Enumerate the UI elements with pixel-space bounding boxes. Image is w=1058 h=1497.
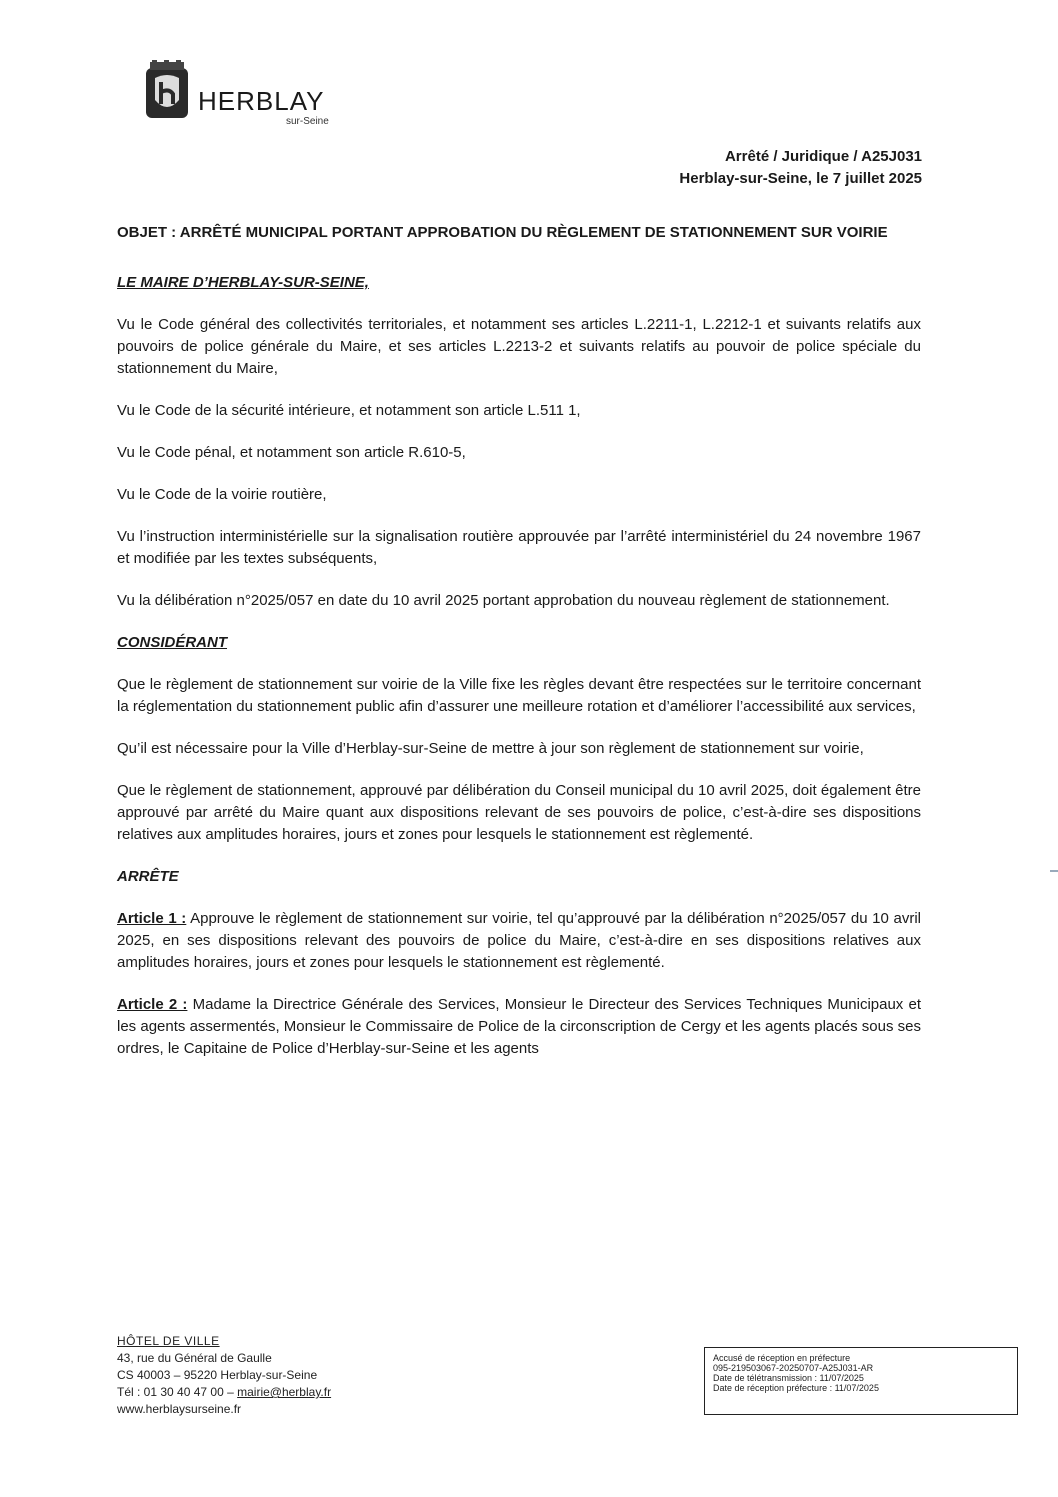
vu-paragraph: Vu le Code de la voirie routière, bbox=[117, 486, 327, 503]
vu-paragraph: Vu le Code de la sécurité intérieure, et notamment son article L.511 1, bbox=[117, 402, 581, 419]
footer-website[interactable]: www.herblaysurseine.fr bbox=[117, 1402, 242, 1416]
reference-block bbox=[679, 146, 922, 190]
article-2 bbox=[117, 994, 921, 1060]
footer-address bbox=[117, 1333, 331, 1418]
maire-heading: LE MAIRE D’HERBLAY-SUR-SEINE, bbox=[117, 274, 369, 291]
article-1 bbox=[117, 908, 921, 974]
vu-paragraph: Vu le Code pénal, et notamment son article R.610-5, bbox=[117, 444, 466, 461]
receipt-line: 095-219503067-20250707-A25J031-AR bbox=[713, 1363, 874, 1373]
footer-title: HÔTEL DE VILLE bbox=[117, 1334, 220, 1348]
arrete-heading: ARRÊTE bbox=[117, 868, 179, 885]
reference-number: Arrêté / Juridique / A25J031 bbox=[724, 148, 922, 165]
receipt-line: Accusé de réception en préfecture bbox=[713, 1353, 851, 1363]
considerant-paragraph: Que le règlement de stationnement, approuvé par délibération du Conseil municipal du 10 avril 2025, doit également être approuvé par arrêté du Maire quant aux dispositions relevant de ses pouvoirs de police, c’est-à-dire ses dispositions relatives aux amplitudes horaires, jours et zones pour lesquels le stationnement est règlementé. bbox=[117, 782, 921, 843]
article-1-text: Approuve le règlement de stationnement sur voirie, tel qu’approuvé par la délibération n°2025/057 du 10 avril 2025, en ses dispositions relevant des pouvoirs de police du Maire, c’est-à-dire en ses dispositions relatives aux amplitudes horaires, jours et zones pour lesquels le stationnement est règlementé. bbox=[117, 910, 922, 971]
footer-street: 43, rue du Général de Gaulle bbox=[117, 1351, 272, 1365]
receipt-line: Date de réception préfecture : 11/07/2025 bbox=[713, 1383, 879, 1393]
footer-email-link[interactable]: mairie@herblay.fr bbox=[237, 1385, 332, 1399]
prefecture-receipt-box bbox=[704, 1347, 1018, 1415]
considerant-heading: CONSIDÉRANT bbox=[117, 634, 228, 651]
article-2-text: Madame la Directrice Générale des Services, Monsieur le Directeur des Services Techniques Municipaux et les agents assermentés, Monsieur le Commissaire de Police de la circonscription de Cergy et les agents placés sous ses ordres, le Capitaine de Police d’Herblay-sur-Seine et les agents bbox=[117, 996, 922, 1057]
scan-edge-mark bbox=[1050, 870, 1058, 872]
article-2-label: Article 2 : bbox=[117, 996, 188, 1013]
coat-of-arms-icon bbox=[140, 60, 194, 122]
vu-paragraph: Vu la délibération n°2025/057 en date du 10 avril 2025 portant approbation du nouveau règlement de stationnement. bbox=[117, 592, 890, 609]
footer-contact bbox=[117, 1384, 331, 1401]
logo-subtitle: sur-Seine bbox=[286, 116, 329, 127]
receipt-line: Date de télétransmission : 11/07/2025 bbox=[713, 1373, 864, 1383]
objet-title: OBJET : ARRÊTÉ MUNICIPAL PORTANT APPROBATION DU RÈGLEMENT DE STATIONNEMENT SUR VOIRIE bbox=[117, 224, 888, 241]
herblay-logo bbox=[140, 60, 370, 130]
considerant-paragraph: Que le règlement de stationnement sur voirie de la Ville fixe les règles devant être respectées sur le territoire concernant la réglementation du stationnement public afin d’assurer une meilleure rotation et d’améliorer l’accessibilité aux services, bbox=[117, 676, 921, 715]
vu-paragraph: Vu le Code général des collectivités territoriales, et notamment ses articles L.2211-1, L.2212-1 et suivants relatifs aux pouvoirs de police générale du Maire, et ses articles L.2213-2 et suivants relatifs au pouvoir de police spéciale du stationnement du Maire, bbox=[117, 316, 921, 377]
considerant-paragraph: Qu’il est nécessaire pour la Ville d’Herblay-sur-Seine de mettre à jour son règlement de stationnement sur voirie, bbox=[117, 740, 864, 757]
footer-tel: Tél : 01 30 40 47 00 – bbox=[117, 1385, 234, 1399]
article-1-label: Article 1 : bbox=[117, 910, 187, 927]
document-body bbox=[117, 222, 921, 1080]
footer-cs: CS 40003 – 95220 Herblay-sur-Seine bbox=[117, 1368, 318, 1382]
place-date: Herblay-sur-Seine, le 7 juillet 2025 bbox=[679, 170, 922, 187]
logo-name: HERBLAY bbox=[198, 86, 325, 116]
vu-paragraph: Vu l’instruction interministérielle sur la signalisation routière approuvée par l’arrêté interministériel du 24 novembre 1967 et modifiée par les textes subséquents, bbox=[117, 528, 921, 567]
